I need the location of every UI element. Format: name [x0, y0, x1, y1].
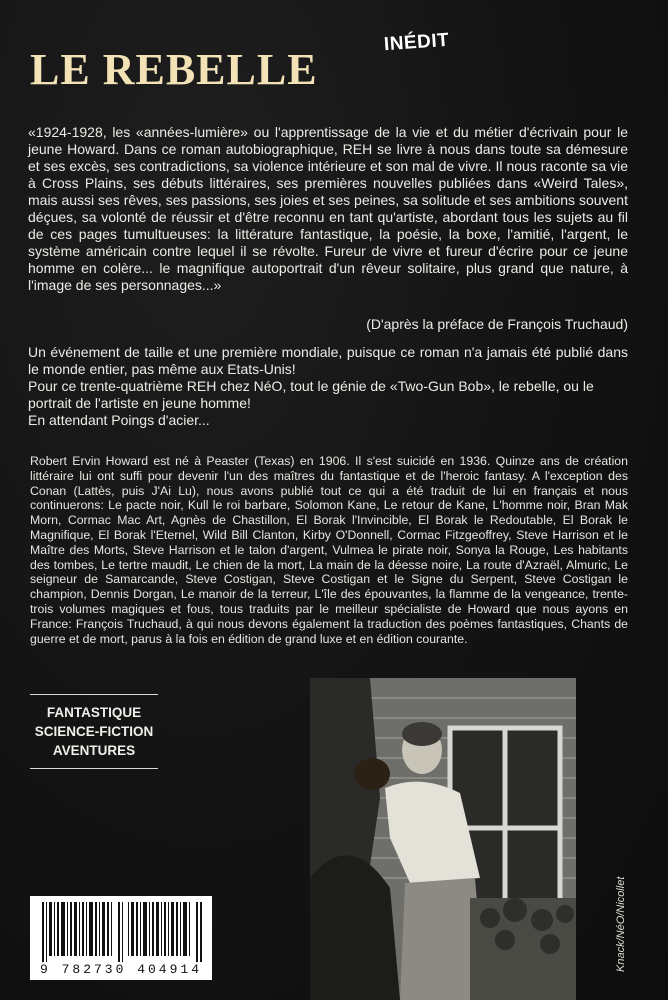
author-bio: Robert Ervin Howard est né à Peaster (Texas) en 1906. Il s'est suicidé en 1936. Quinze ans de création littéraire lui ont suffi pour devenir l'un des maîtres du fantastique et de l'heroic fantasy. A l'exception des Conan (Lattès, puis J'Ai Lu), nous avons publié tout ce qui a été traduit de lui en français et nous continuerons: Le pacte noir, Kull le roi barbare, Solomon Kane, Le retour de Kane, L'homme noir, Bran Mak Morn, Cormac Mac Art, Agnès de Chastillon, El Borak l'Invincible, El Borak le Redoutable, El Borak le Magnifique, El Borak l'Eternel, Wild Bill Clanton, Kirby O'Donnell, Cormac Fitzgeoffrey, Steve Harrison et le Maître des Morts, Steve Harrison et le talon d'argent, Vulmea le pirate noir, Sonya la Rouge, Les habitants des tombes, Le tertre maudit, Le chien de la mort, La main de la déesse noire, La route d'Azraël, Almuric, Le seigneur de Samarcande, Steve Costigan, Steve Costigan et le Signe du Serpent, Steve Costigan le champion, Dennis Dorgan, Le manoir de la terreur, L'île des épouvantes, la flamme de la vengeance, trente-trois volumes magiques et fous, tous traduits par le meilleur spécialiste de Howard que nous ayons en France: François Truchaud, à qui nous devons également la traduction des poèmes fantastiques, Chants de guerre et de mort, parus à la fois en édition de grand luxe et en édition courante. [30, 454, 628, 646]
genre-science-fiction: SCIENCE-FICTION [34, 724, 154, 739]
blurb-text: «1924-1928, les «années-lumière» ou l'apprentissage de la vie et du métier d'écrivain pour le jeune Howard. Dans ce roman autobiographique, REH se livre à nous dans toute sa démesure et ses excès, ses contradictions, sa violence intérieure et son mal de vivre. Il nous raconte sa vie à Cross Plains, ses débuts littéraires, ses premières nouvelles publiées dans «Weird Tales», mais aussi ses rêves, ses passions, ses joies et ses peines, sa solitude et ses ambitions souvent déçues, sa volonté de réussir et d'être reconnu en tant qu'artiste, abordant tous les sujets au fil de ces pages tumultueuses: la littérature fantastique, la poésie, la boxe, l'amitié, l'argent, le système américain contre lequel il se révolte. Fureur de vivre et fureur d'écrire pour ce jeune homme en colère... le magnifique autoportrait d'un rêveur solitaire, plus grand que nature, à l'image de ses personnages...» [28, 124, 628, 293]
promo-line-2: Pour ce trente-quatrième REH chez NéO, tout le génie de «Two-Gun Bob», le rebelle, ou le portrait de l'artiste en jeune homme! [28, 378, 594, 411]
book-title: LE REBELLE [30, 45, 318, 94]
isbn-barcode [30, 896, 212, 980]
author-photo-illustration [310, 678, 576, 1000]
isbn-number: 9 782730 404914 [39, 962, 203, 977]
genre-aventures: AVENTURES [52, 743, 136, 758]
promo-line-1: Un événement de taille et une première mondiale, puisque ce roman n'a jamais été publié dans le monde entier, pas même aux Etats-Unis! [28, 344, 628, 377]
inedit-badge: INÉDIT [383, 29, 450, 56]
genre-box [30, 694, 158, 769]
preface-credit: (D'après la préface de François Truchaud) [366, 316, 628, 332]
promo-block [28, 344, 628, 429]
blurb-paragraph [28, 124, 628, 294]
author-photo [310, 678, 576, 1000]
genre-fantastique: FANTASTIQUE [46, 705, 142, 720]
barcode-bars [42, 902, 202, 962]
promo-line-3: En attendant Poings d'acier... [28, 412, 210, 428]
photo-credit: Knack/NéO/Nicollet [615, 876, 627, 972]
